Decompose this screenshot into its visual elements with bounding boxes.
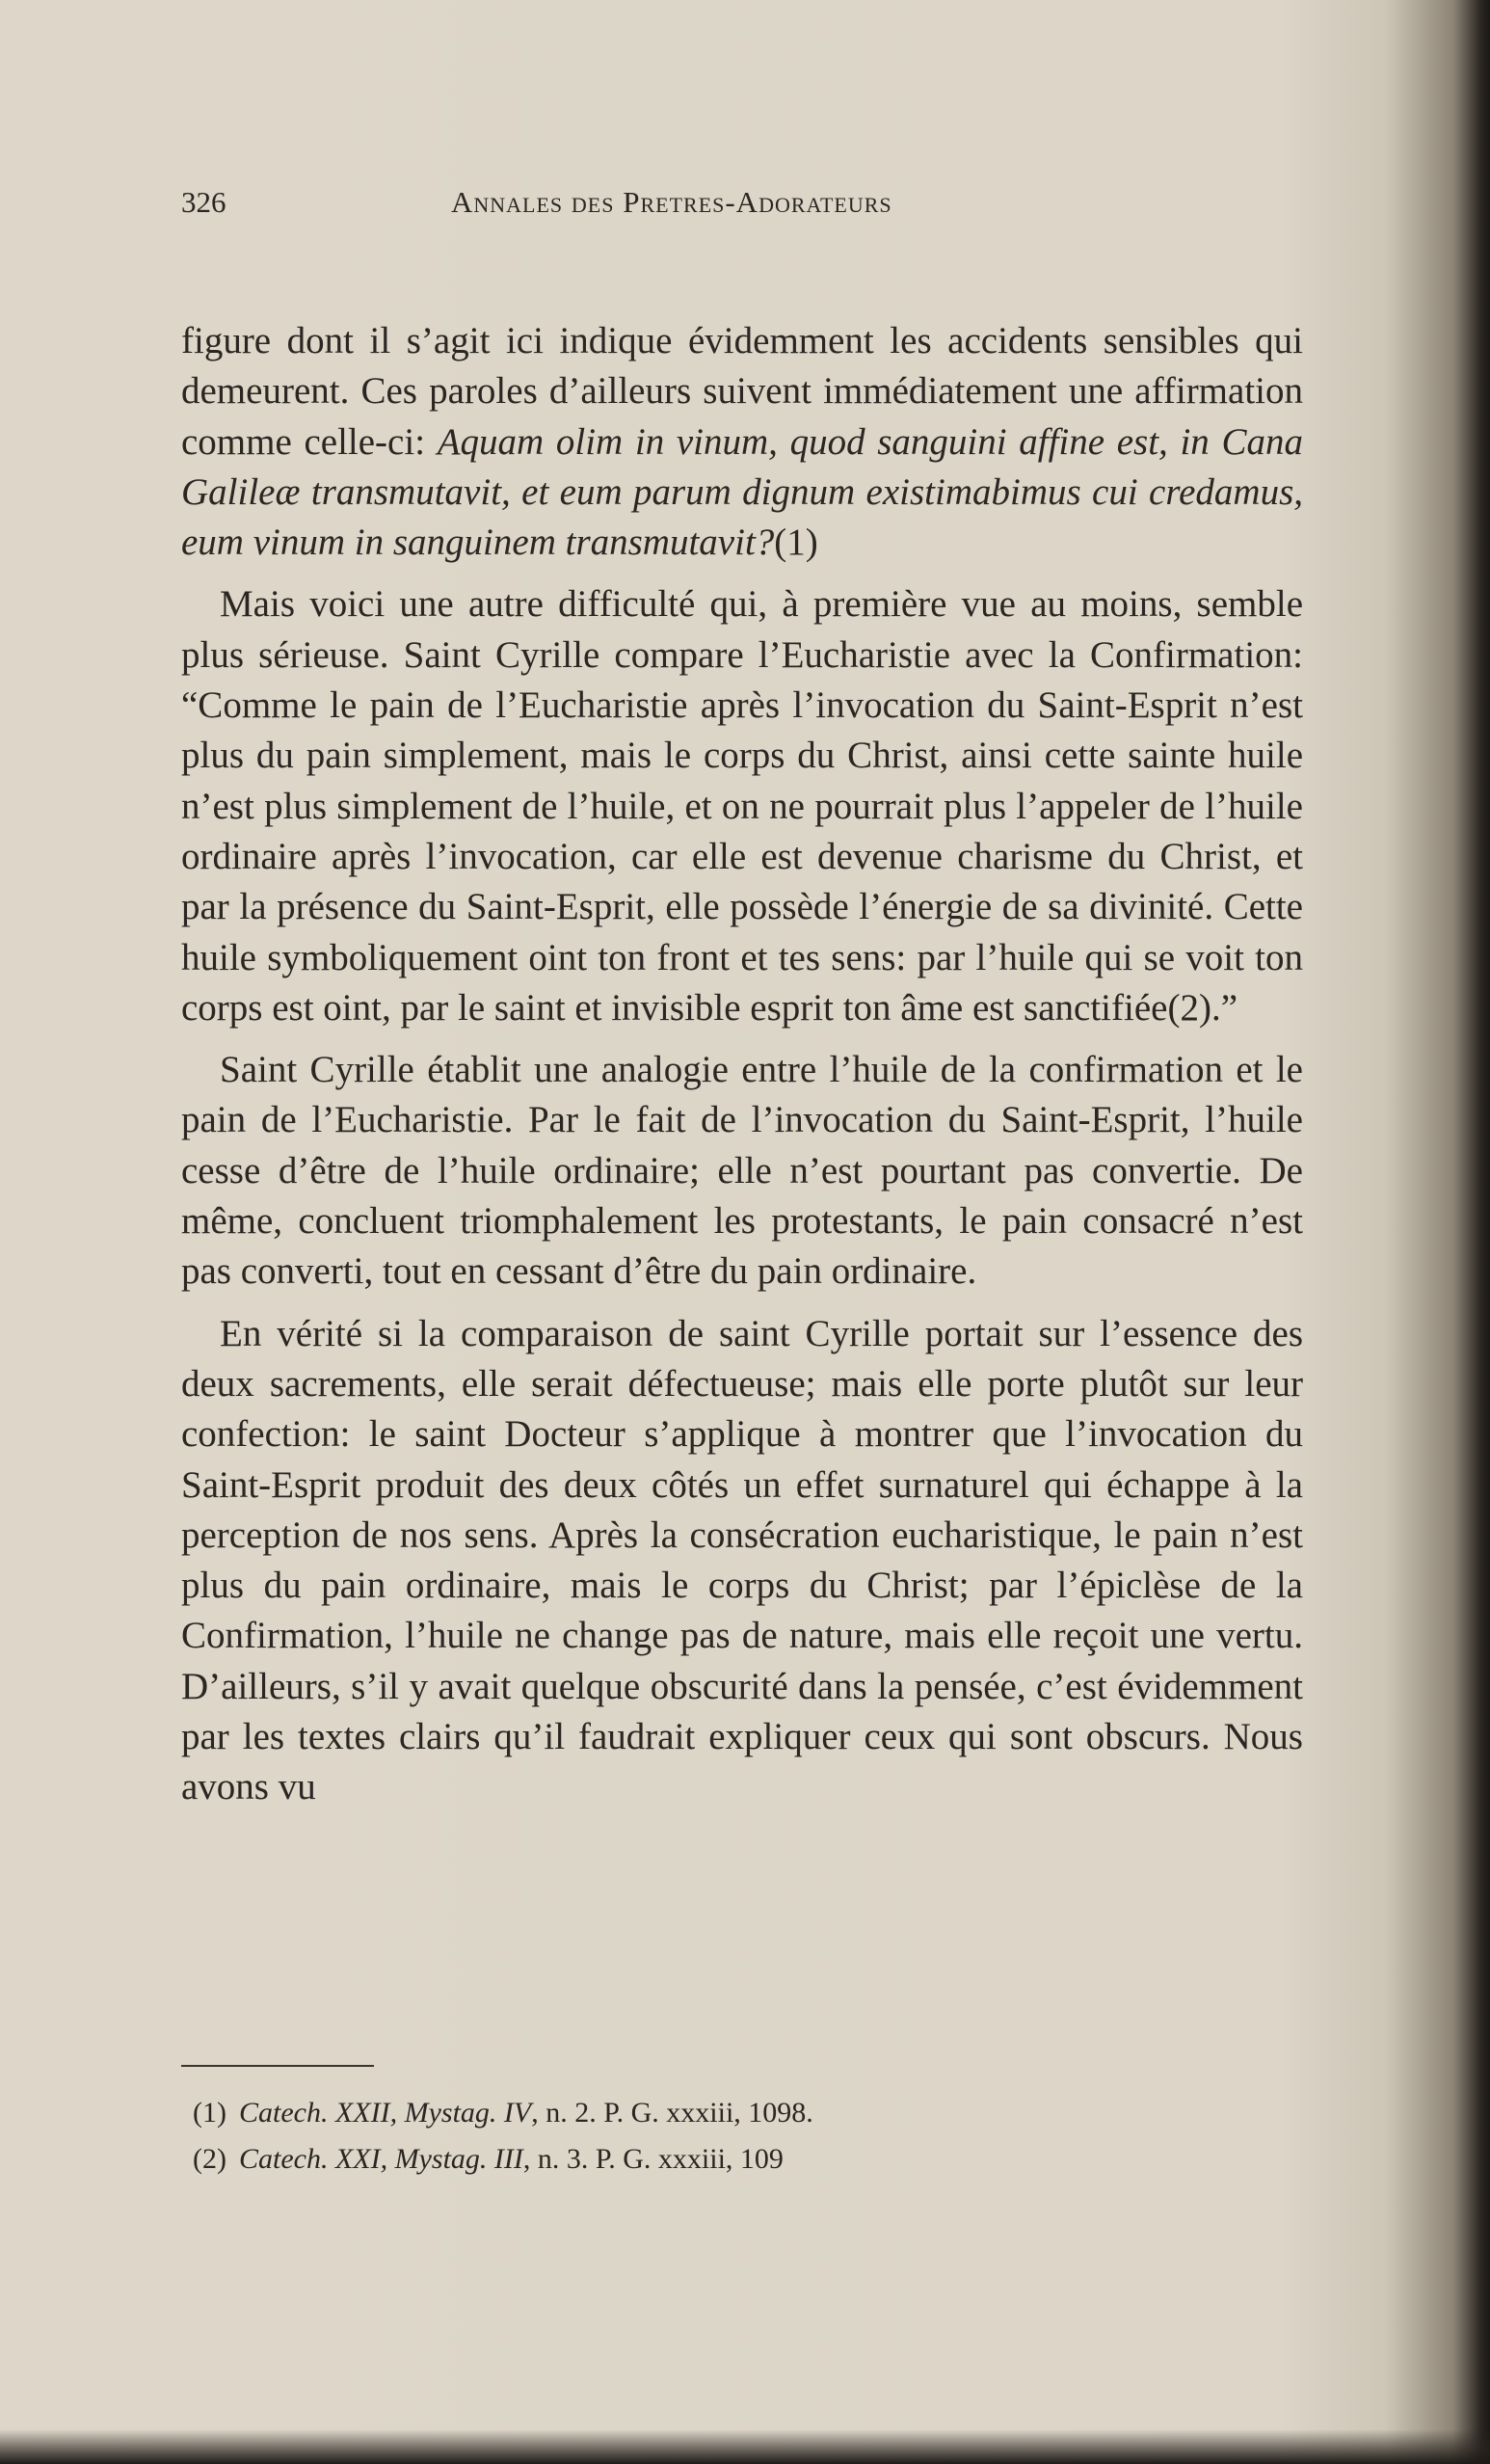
running-head [181, 185, 1394, 231]
latin-quotation: Aquam olim in vinum, quod sanguini affine est, in Cana Galileæ transmutavit, et eum parum dignum existimabimus cui credamus, eum vinum in sanguinem transmutavit? [181, 420, 1303, 564]
paragraph-2 [181, 579, 1303, 1033]
body-text [181, 316, 1303, 1825]
footnotes [193, 2090, 1291, 2183]
footnote-2-work: Catech. XXI, Mystag. III [239, 2143, 523, 2175]
footnote-1-work: Catech. XXII, Mystag. IV [239, 2097, 532, 2129]
footnote-divider [181, 2065, 374, 2067]
paragraph-4 [181, 1309, 1303, 1813]
paragraph-1 [181, 316, 1303, 568]
footnote-2-reference: , n. 3. P. G. xxxiii, 109 [522, 2143, 784, 2175]
page-number: 326 [181, 185, 226, 219]
paragraph-2-text: Mais voici une autre difficulté qui, à première vue au moins, semble plus sérieuse. Saint Cyrille compare l’Eucharistie avec la Confirmation: “Comme le pain de l’Eucharistie après l’invocation du Saint-Esprit n’est plus du pain simplement, mais le corps du Christ, ainsi cette sainte huile n’est plus simplement de l’huile, et on ne pourrait plus l’appeler de l’huile ordinaire après l’invocation, car elle est devenue charisme du Christ, et par la présence du Saint-Esprit, elle possède l’énergie de sa divinité. Cette huile symboliquement oint ton front et tes sens: par l’huile qui se voit ton corps est oint, par le saint et invisible esprit ton âme est sanctifiée(2).” [181, 583, 1303, 1029]
paragraph-3 [181, 1045, 1303, 1297]
page-bottom-shadow [0, 2429, 1490, 2464]
footnote-2 [193, 2136, 1291, 2183]
footnote-2-number: (2) [193, 2143, 226, 2175]
paragraph-4-text: En vérité si la comparaison de saint Cyrille portait sur l’essence des deux sacrements, elle serait défectueuse; mais elle porte plutôt sur leur confection: le saint Docteur s’applique à montrer que l’invocation du Saint-Esprit produit des deux côtés un effet surnaturel qui échappe à la perception de nos sens. Après la consécration eucharistique, le pain n’est plus du pain ordinaire, mais le corps du Christ; par l’épiclèse de la Confirmation, l’huile ne change pas de nature, mais elle reçoit une vertu. D’ailleurs, s’il y avait quelque obscurité dans la pensée, c’est évidemment par les textes clairs qu’il faudrait expliquer ceux qui sont obscurs. Nous avons vu [181, 1312, 1303, 1808]
running-title: Annales des Pretres-Adorateurs [451, 185, 892, 219]
footnote-1-number: (1) [193, 2097, 226, 2129]
footnote-1 [193, 2090, 1291, 2136]
paragraph-1-text: figure dont il s’agit ici indique évidemment les accidents sensibles qui demeurent. Ces paroles d’ailleurs suivent immédiatement une affirmation comme celle-ci: [181, 320, 1303, 463]
paragraph-3-text: Saint Cyrille établit une analogie entre l’huile de la confirmation et le pain de l’Eucharistie. Par le fait de l’invocation du Saint-Esprit, l’huile cesse d’être de l’huile ordinaire; elle n’est pourtant pas convertie. De même, concluent triomphalement les protestants, le pain consacré n’est pas converti, tout en cessant d’être du pain ordinaire. [181, 1049, 1303, 1293]
footnote-ref-1: (1) [774, 522, 818, 564]
footnote-1-reference: , n. 2. P. G. xxxiii, 1098. [531, 2097, 813, 2129]
